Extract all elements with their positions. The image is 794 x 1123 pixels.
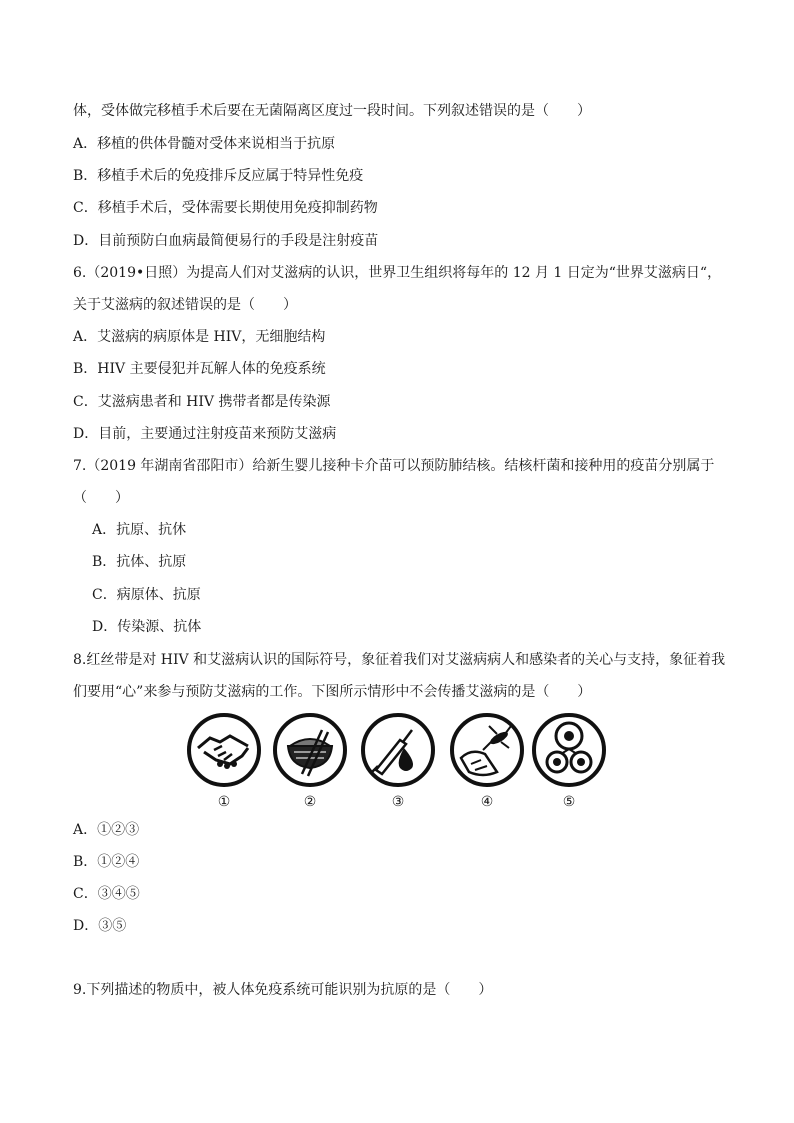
option-c: C．病原体、抗原 (92, 587, 201, 603)
option-c: C．艾滋病患者和 HIV 携带者都是传染源 (73, 394, 331, 410)
question-8-line-1: 8.红丝带是对 HIV 和艾滋病认识的国际符号，象征着我们对艾滋病病人和感染者的关心与支持，象征着我 (73, 652, 726, 668)
option-a: A．①②③ (73, 822, 140, 838)
option-a: A．抗原、抗休 (92, 522, 187, 538)
syringe-blood-icon (360, 712, 436, 788)
shared-meal-icon (272, 712, 348, 788)
figure-label-1: ① (217, 794, 231, 810)
handshake-icon (186, 712, 262, 788)
question-7-line-2: （ ） (73, 490, 129, 506)
question-9: 9.下列描述的物质中，被人体免疫系统可能识别为抗原的是（ ） (73, 982, 493, 998)
option-c: C．移植手术后，受体需要长期使用免疫抑制药物 (73, 200, 378, 216)
figure-label-2: ② (303, 794, 317, 810)
question-6-line-2: 关于艾滋病的叙述错误的是（ ） (73, 297, 297, 313)
option-d: D．目前，主要通过注射疫苗来预防艾滋病 (73, 426, 337, 442)
option-c: C．③④⑤ (73, 886, 140, 902)
figure-label-5: ⑤ (562, 794, 576, 810)
figure-label-4: ④ (480, 794, 494, 810)
option-d: D．③⑤ (73, 918, 127, 934)
option-d: D．目前预防白血病最简便易行的手段是注射疫苗 (73, 233, 379, 249)
option-d: D．传染源、抗体 (92, 619, 202, 635)
option-a: A．移植的供体骨髓对受体来说相当于抗原 (73, 136, 336, 152)
option-b: B．抗体、抗原 (92, 554, 187, 570)
question-8-line-2: 们要用“心”来参与预防艾滋病的工作。下图所示情形中不会传播艾滋病的是（ ） (73, 684, 592, 700)
question-7-line-1: 7.（2019 年湖南省邵阳市）给新生婴儿接种卡介苗可以预防肺结核。结核杆菌和接种用的疫苗分别属于 (73, 458, 715, 474)
mother-infant-icon (531, 712, 607, 788)
option-b: B．HIV 主要侵犯并瓦解人体的免疫系统 (73, 361, 326, 377)
transmission-figure (186, 712, 606, 812)
option-a: A．艾滋病的病原体是 HIV，无细胞结构 (73, 329, 326, 345)
option-b: B．①②④ (73, 854, 140, 870)
option-b: B．移植手术后的免疫排斥反应属于特异性免疫 (73, 168, 364, 184)
figure-label-3: ③ (391, 794, 405, 810)
question-6-line-1: 6.（2019•日照）为提高人们对艾滋病的认识，世界卫生组织将每年的 12 月 1 日定为“世界艾滋病日“， (73, 265, 722, 281)
line-1: 体，受体做完移植手术后要在无菌隔离区度过一段时间。下列叙述错误的是（ ） (73, 103, 591, 119)
mosquito-bite-icon (449, 712, 525, 788)
